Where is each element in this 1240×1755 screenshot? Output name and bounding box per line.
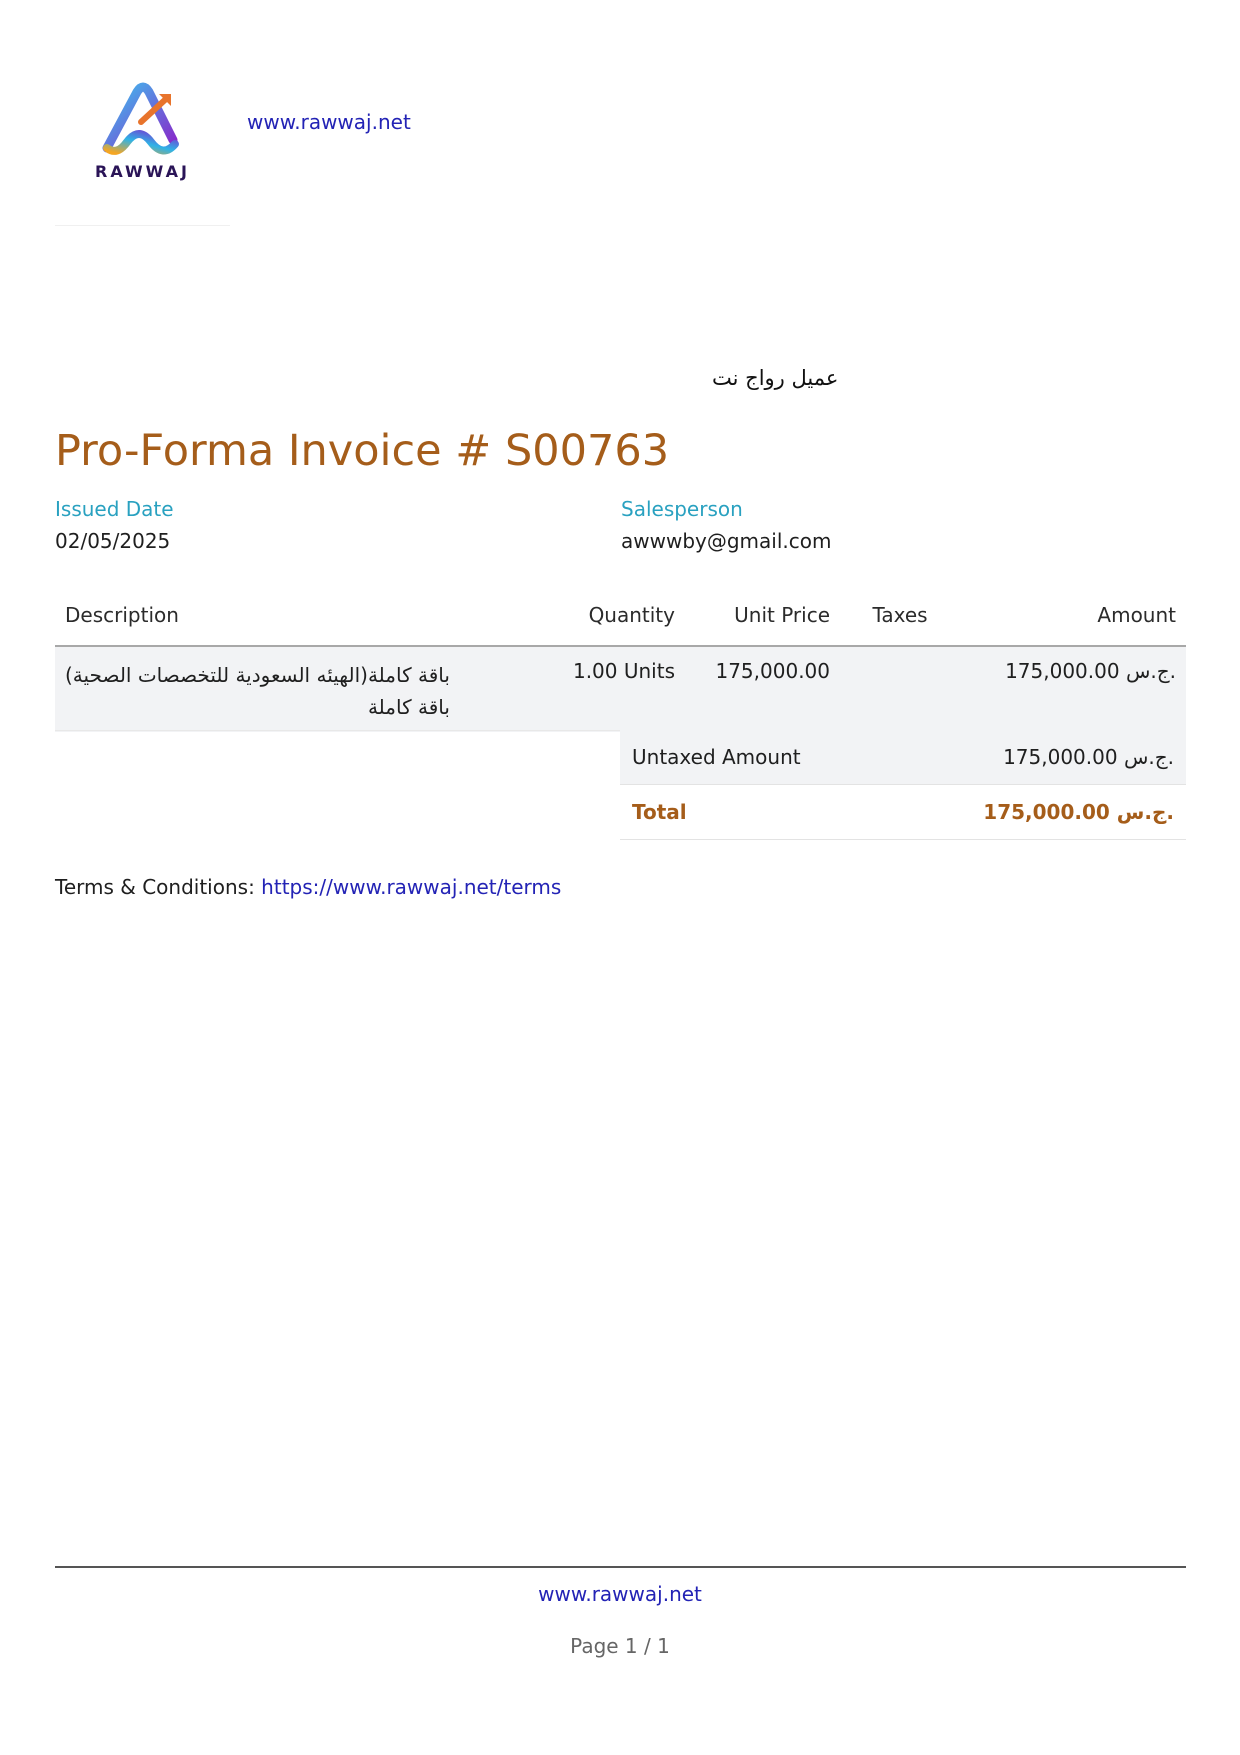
untaxed-amount-value: 175,000.00 ج.س. bbox=[1003, 745, 1174, 769]
logo-divider bbox=[55, 225, 230, 226]
column-amount: Amount bbox=[960, 585, 1186, 646]
salesperson-value: awwwby@gmail.com bbox=[621, 529, 832, 553]
total-label: Total bbox=[632, 800, 687, 824]
table-header-row bbox=[55, 585, 1186, 646]
line-taxes bbox=[840, 646, 960, 732]
column-quantity: Quantity bbox=[545, 585, 685, 646]
line-description-line1: باقة كاملة(الهيئه السعودية للتخصصات الصحية) bbox=[65, 663, 450, 687]
line-description-text bbox=[65, 659, 450, 723]
issued-date-value: 02/05/2025 bbox=[55, 529, 171, 553]
column-description: Description bbox=[55, 585, 545, 646]
rawwaj-logo-mark bbox=[55, 70, 230, 162]
table-row bbox=[55, 646, 1186, 732]
line-quantity: 1.00 Units bbox=[545, 646, 685, 732]
untaxed-amount-row bbox=[620, 730, 1186, 785]
footer-website-link[interactable]: www.rawwaj.net bbox=[538, 1582, 702, 1606]
logo-wordmark: RAWWAJ bbox=[95, 162, 190, 181]
company-logo bbox=[55, 70, 230, 225]
total-row bbox=[620, 785, 1186, 840]
customer-name: عميل رواج نت bbox=[712, 366, 839, 390]
line-description-line2: باقة كاملة bbox=[367, 695, 450, 719]
invoice-lines-table bbox=[55, 585, 1186, 732]
table-bottom-divider bbox=[55, 730, 620, 731]
terms-label: Terms & Conditions: bbox=[55, 875, 262, 899]
line-amount: 175,000.00 ج.س. bbox=[960, 646, 1186, 732]
total-value: 175,000.00 ج.س. bbox=[983, 800, 1174, 824]
salesperson-label: Salesperson bbox=[621, 497, 743, 521]
header-website-link[interactable]: www.rawwaj.net bbox=[247, 110, 411, 134]
untaxed-amount-label: Untaxed Amount bbox=[632, 745, 801, 769]
page-number: Page 1 / 1 bbox=[570, 1634, 670, 1658]
line-description bbox=[55, 646, 545, 732]
footer-divider bbox=[55, 1566, 1186, 1568]
terms-link[interactable]: https://www.rawwaj.net/terms bbox=[261, 875, 562, 899]
terms-and-conditions bbox=[55, 875, 561, 899]
invoice-title: Pro-Forma Invoice # S00763 bbox=[55, 426, 670, 476]
totals-block bbox=[620, 730, 1186, 840]
issued-date-label: Issued Date bbox=[55, 497, 174, 521]
column-unit-price: Unit Price bbox=[685, 585, 840, 646]
column-taxes: Taxes bbox=[840, 585, 960, 646]
line-unit-price: 175,000.00 bbox=[685, 646, 840, 732]
